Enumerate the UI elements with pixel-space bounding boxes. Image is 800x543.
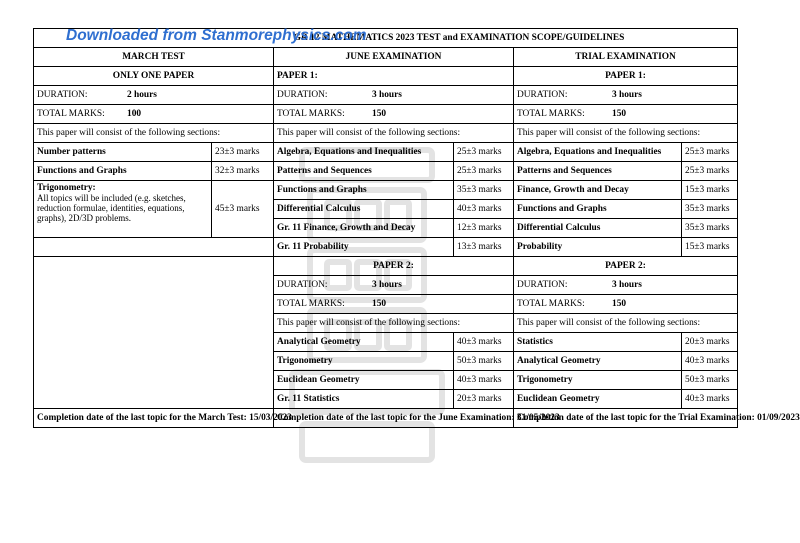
trial-p1-section-name: Probability bbox=[514, 238, 682, 257]
trial-p1-section-name: Differential Calculus bbox=[514, 219, 682, 238]
march-section-name: Number patterns bbox=[34, 143, 212, 162]
june-p2-section-name: Gr. 11 Statistics bbox=[274, 390, 454, 409]
trial-p2-sections-intro: This paper will consist of the following sections: bbox=[514, 314, 738, 333]
trial-p2-duration: DURATION: 3 hours bbox=[514, 276, 738, 295]
march-duration: DURATION: 2 hours bbox=[34, 86, 274, 105]
march-empty-cell bbox=[34, 238, 274, 257]
trial-p1-section-name: Finance, Growth and Decay bbox=[514, 181, 682, 200]
june-p1-section-name: Gr. 11 Probability bbox=[274, 238, 454, 257]
march-total-marks: TOTAL MARKS: 100 bbox=[34, 105, 274, 124]
trial-p2-section-name: Euclidean Geometry bbox=[514, 390, 682, 409]
trial-p1-section-marks: 35±3 marks bbox=[682, 219, 738, 238]
june-p1-section-name: Functions and Graphs bbox=[274, 181, 454, 200]
june-p2-section-marks: 40±3 marks bbox=[454, 333, 514, 352]
june-p1-section-marks: 25±3 marks bbox=[454, 143, 514, 162]
trial-p2-section-marks: 40±3 marks bbox=[682, 390, 738, 409]
trial-p2-section-marks: 40±3 marks bbox=[682, 352, 738, 371]
trial-p1-section-marks: 15±3 marks bbox=[682, 238, 738, 257]
column-header-march: MARCH TEST bbox=[34, 48, 274, 67]
march-trig-section: Trigonometry: All topics will be included (e.g. sketches, reduction formulae, identities, equations, graphs), 2D/3D problems. bbox=[34, 181, 212, 238]
site-banner: Downloaded from Stanmorephysics.com bbox=[66, 27, 367, 44]
june-p1-section-name: Gr. 11 Finance, Growth and Decay bbox=[274, 219, 454, 238]
march-paper-label: ONLY ONE PAPER bbox=[34, 67, 274, 86]
june-p1-section-marks: 40±3 marks bbox=[454, 200, 514, 219]
trial-p1-section-name: Functions and Graphs bbox=[514, 200, 682, 219]
june-total-marks: TOTAL MARKS: 150 bbox=[274, 105, 514, 124]
trial-p2-section-name: Analytical Geometry bbox=[514, 352, 682, 371]
march-completion-date: Completion date of the last topic for the March Test: 15/03/2023 bbox=[34, 409, 274, 428]
june-completion-date: Completion date of the last topic for the June Examination: 31/05/2023 bbox=[274, 409, 514, 428]
march-section-marks: 32±3 marks bbox=[212, 162, 274, 181]
june-p1-section-marks: 25±3 marks bbox=[454, 162, 514, 181]
trial-paper1-label: PAPER 1: bbox=[514, 67, 738, 86]
june-p2-section-marks: 50±3 marks bbox=[454, 352, 514, 371]
june-p2-section-name: Analytical Geometry bbox=[274, 333, 454, 352]
june-p1-section-marks: 13±3 marks bbox=[454, 238, 514, 257]
june-p2-total-marks: TOTAL MARKS: 150 bbox=[274, 295, 514, 314]
trial-p1-section-name: Patterns and Sequences bbox=[514, 162, 682, 181]
trial-p2-total-marks: TOTAL MARKS: 150 bbox=[514, 295, 738, 314]
june-p1-section-marks: 12±3 marks bbox=[454, 219, 514, 238]
trial-p1-section-name: Algebra, Equations and Inequalities bbox=[514, 143, 682, 162]
trial-sections-intro: This paper will consist of the following sections: bbox=[514, 124, 738, 143]
june-p1-section-marks: 35±3 marks bbox=[454, 181, 514, 200]
june-p2-duration: DURATION: 3 hours bbox=[274, 276, 514, 295]
scope-guidelines-table bbox=[33, 28, 800, 428]
june-p1-section-name: Differential Calculus bbox=[274, 200, 454, 219]
march-section-marks: 23±3 marks bbox=[212, 143, 274, 162]
june-paper2-label: PAPER 2: bbox=[274, 257, 514, 276]
trial-p2-section-marks: 50±3 marks bbox=[682, 371, 738, 390]
march-trig-marks: 45±3 marks bbox=[212, 181, 274, 238]
june-p2-sections-intro: This paper will consist of the following sections: bbox=[274, 314, 514, 333]
june-p1-section-name: Patterns and Sequences bbox=[274, 162, 454, 181]
march-section-name: Functions and Graphs bbox=[34, 162, 212, 181]
june-p2-section-marks: 20±3 marks bbox=[454, 390, 514, 409]
june-sections-intro: This paper will consist of the following sections: bbox=[274, 124, 514, 143]
march-sections-intro: This paper will consist of the following sections: bbox=[34, 124, 274, 143]
column-header-june: JUNE EXAMINATION bbox=[274, 48, 514, 67]
june-paper1-label: PAPER 1: bbox=[274, 67, 514, 86]
trial-p1-section-marks: 35±3 marks bbox=[682, 200, 738, 219]
june-p2-section-marks: 40±3 marks bbox=[454, 371, 514, 390]
trial-total-marks: TOTAL MARKS: 150 bbox=[514, 105, 738, 124]
trial-p2-section-name: Statistics bbox=[514, 333, 682, 352]
june-p2-section-name: Trigonometry bbox=[274, 352, 454, 371]
trial-p1-section-marks: 25±3 marks bbox=[682, 162, 738, 181]
document-title: GR 12 MATHEMATICS 2023 TEST and EXAMINATION SCOPE/GUIDELINES bbox=[34, 29, 738, 48]
trial-duration: DURATION: 3 hours bbox=[514, 86, 738, 105]
trial-p2-section-marks: 20±3 marks bbox=[682, 333, 738, 352]
june-p1-section-name: Algebra, Equations and Inequalities bbox=[274, 143, 454, 162]
june-p2-section-name: Euclidean Geometry bbox=[274, 371, 454, 390]
trial-paper2-label: PAPER 2: bbox=[514, 257, 738, 276]
trial-completion-date: Completion date of the last topic for the Trial Examination: 01/09/2023 bbox=[514, 409, 738, 428]
june-duration: DURATION: 3 hours bbox=[274, 86, 514, 105]
trial-p2-section-name: Trigonometry bbox=[514, 371, 682, 390]
column-header-trial: TRIAL EXAMINATION bbox=[514, 48, 738, 67]
trial-p1-section-marks: 25±3 marks bbox=[682, 143, 738, 162]
trial-p1-section-marks: 15±3 marks bbox=[682, 181, 738, 200]
march-paper2-empty bbox=[34, 257, 274, 409]
